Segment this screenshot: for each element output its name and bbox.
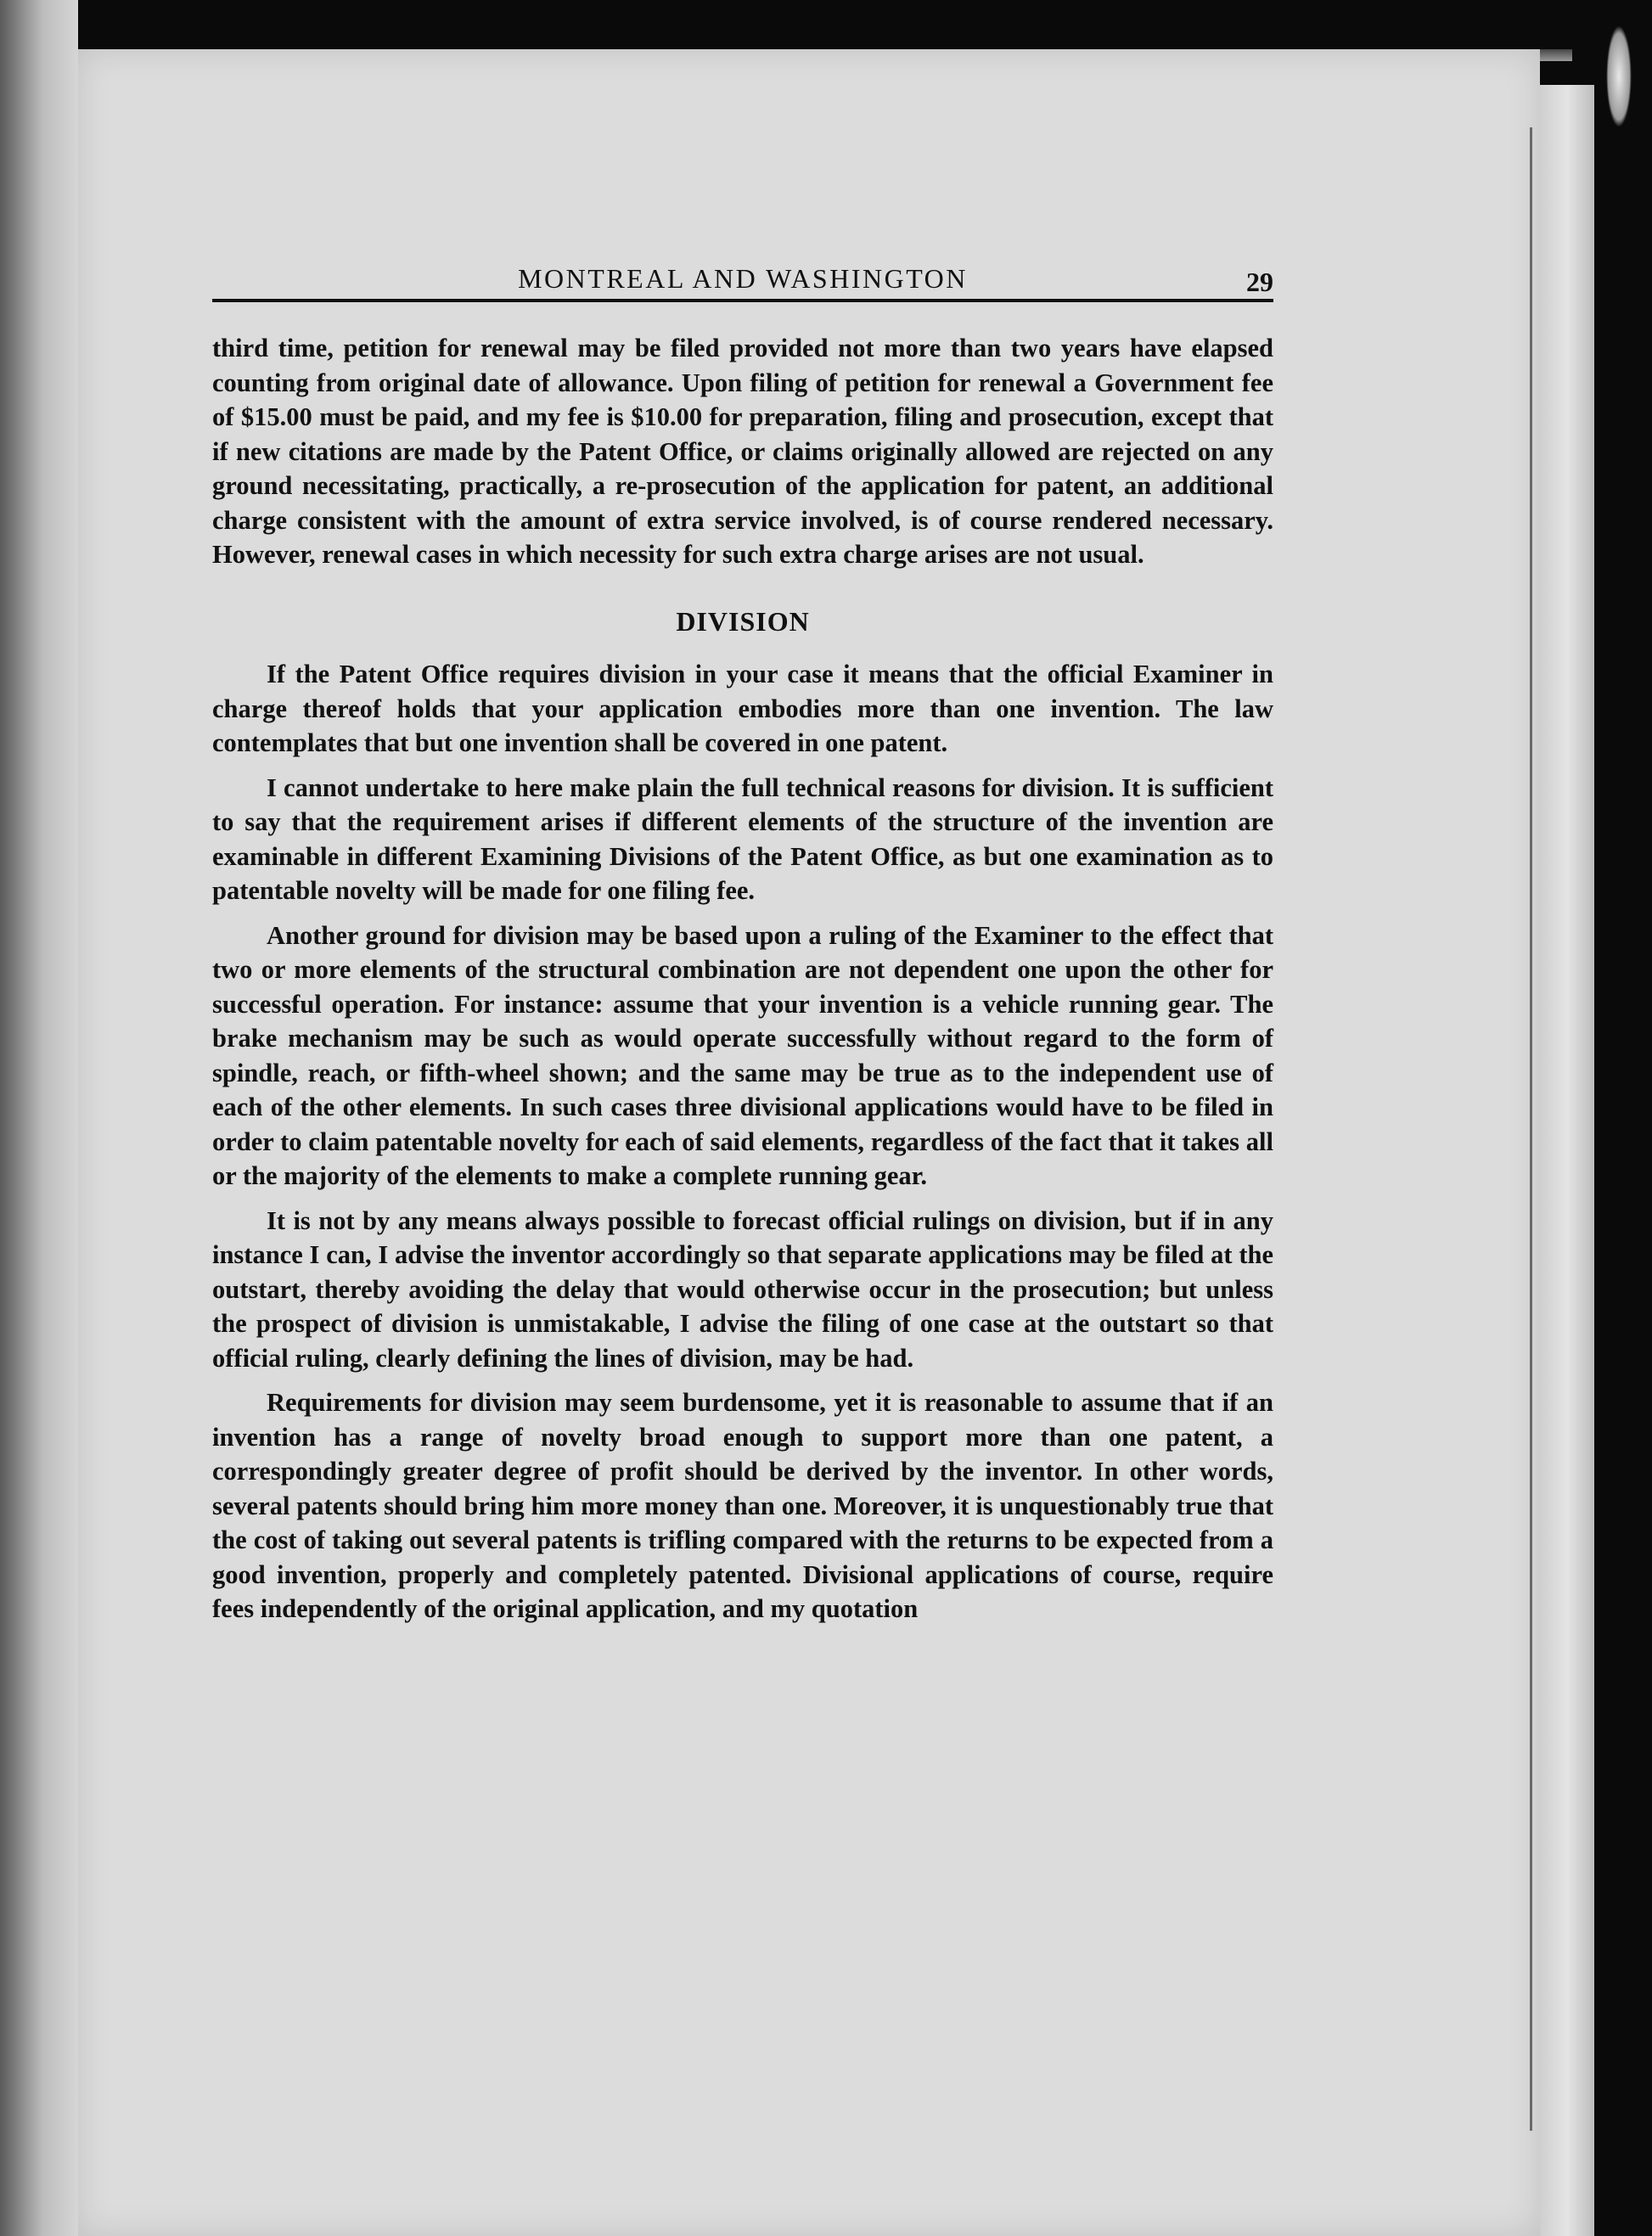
paragraph: Requirements for division may seem burdensome, yet it is reasonable to assume that if an invention has a range of novelty broad enough to support more than one patent, a correspondingly greater degree of profit should be derived by the inventor. In other words, several patents should bring him more money than one. Moreover, it is unquestionably true that the cost of taking out several patents is trifling compared with the returns to be expected from a good invention, properly and completely patented. Divisional applications of course, require fees independently of the original application, and my quotation — [212, 1388, 1273, 1623]
paragraph: It is not by any means always possible to forecast official rulings on division, but if in any instance I can, I advise the inventor accordingly so that separate applications may be filed at the outstart, thereby avoiding the delay that would otherwise occur in the prosecution; but unless the prospect of division is unmistakable, I advise the filing of one case at the outstart so that official ruling, clearly defining the lines of division, may be had. — [212, 1205, 1273, 1373]
header-rule — [212, 299, 1273, 302]
book-left-edge — [0, 0, 78, 2236]
page-content — [212, 255, 1273, 1637]
page-number: 29 — [1246, 267, 1273, 297]
running-header — [212, 255, 1273, 306]
paragraph: I cannot undertake to here make plain the full technical reasons for division. It is sufficient to say that the requirement arises if different elements of the structure of the invention are examinable in different Examining Divisions of the Patent Office, as but one examination as to patentable novelty will be made for one filing fee. — [212, 772, 1273, 905]
running-title: MONTREAL AND WASHINGTON — [518, 263, 968, 294]
paragraph-continued: third time, petition for renewal may be filed provided not more than two years have elapsed counting from original date of allowance. Upon filing of petition for renewal a Government fee of $15.00 must be paid, and my fee is $10.00 for preparation, filing and prosecution, except that if new citations are made by the Patent Office, or claims originally allowed are rejected on any ground necessitating, practically, a re-prosecution of the application for patent, an additional charge consistent with the amount of extra service involved, is of course rendered necessary. However, renewal cases in which necessity for such extra charge arises are not usual. — [212, 334, 1273, 569]
body-text — [212, 331, 1273, 1626]
section-heading: DIVISION — [676, 605, 810, 637]
paragraph: If the Patent Office requires division in your case it means that the official Examiner in charge thereof holds that your application embodies more than one invention. The law contemplates that but one invention shall be covered in one patent. — [212, 660, 1273, 757]
page-right-edge — [1540, 85, 1594, 2236]
page-edge-line — [1530, 127, 1532, 2131]
binding-mark — [1606, 25, 1632, 127]
paragraph: Another ground for division may be based upon a ruling of the Examiner to the effect that two or more elements of the structural combination are not dependent one upon the other for successful operation. For instance: assume that your invention is a vehicle running gear. The brake mechanism may be such as would operate successfully without regard to the form of spindle, reach, or fifth-wheel shown; and the same may be true as to the independent use of each of the other elements. In such cases three divisional applications would have to be filed in order to claim patentable novelty for each of said elements, regardless of the fact that it takes all or the majority of the elements to make a complete running gear. — [212, 920, 1273, 1190]
